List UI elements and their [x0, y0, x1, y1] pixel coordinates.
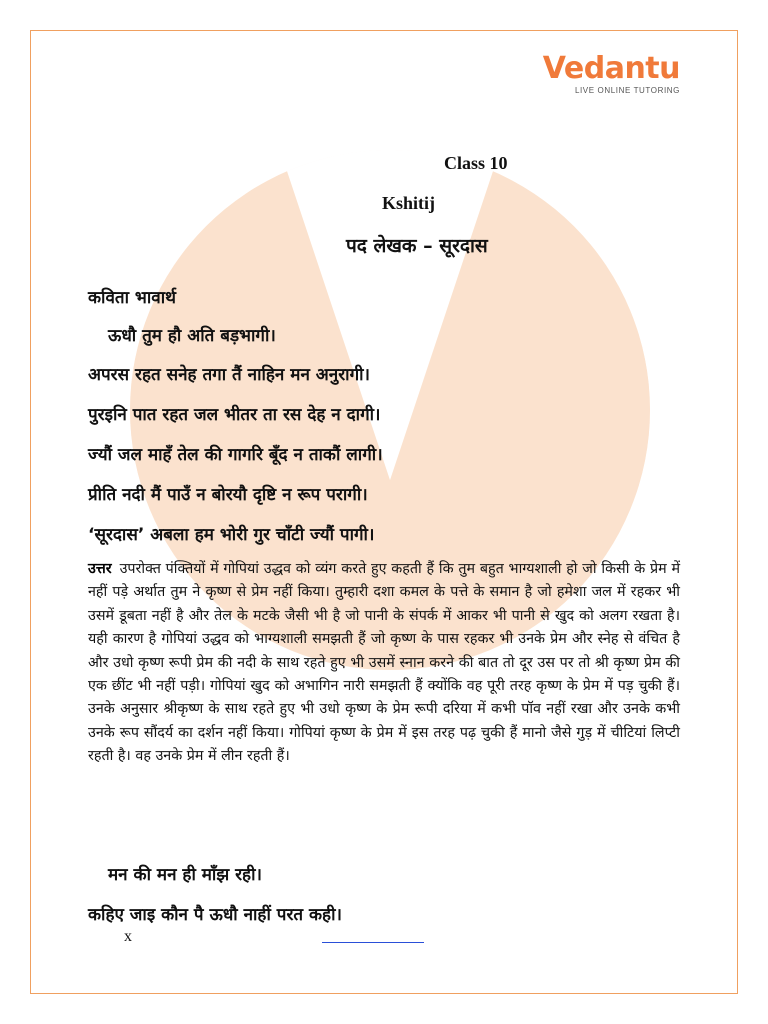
verse-line: मन की मन ही माँझ रही।	[108, 865, 262, 885]
book-name: Kshitij	[382, 193, 436, 213]
vedantu-logo[interactable]	[543, 52, 680, 95]
verse-line: ऊधौ तुम हौ अति बड़भागी।	[108, 326, 276, 346]
verse-line: पुरइनि पात रहत जल भीतर ता रस देह न दागी।	[88, 405, 381, 425]
chapter-title: पद लेखक – सूरदास	[346, 235, 488, 257]
verse-line: अपरस रहत सनेह तगा तैं नाहिन मन अनुरागी।	[88, 365, 370, 385]
answer-label: उत्तर	[88, 561, 112, 577]
class-label: Class 10	[444, 153, 508, 173]
verse-line: कहिए जाइ कौन पै ऊधौ नाहीं परत कही।	[88, 905, 342, 925]
footer-link-underline[interactable]	[322, 942, 424, 943]
logo-wordmark: Vedantu	[542, 51, 680, 86]
section-heading: कविता भावार्थ	[88, 288, 176, 308]
verse-line: ‘सूरदास’ अबला हम भोरी गुर चाँटी ज्यौं पागी।	[88, 525, 375, 545]
verse-line: ज्यौं जल माहँ तेल की गागरि बूँद न ताकौं लागी।	[88, 445, 383, 465]
answer-text: उपरोक्त पंक्तियों में गोपियां उद्धव को व्यंग करते हुए कहती हैं कि तुम बहुत भाग्यशाली हो जो किसी के प्रेम में नहीं पड़े अर्थात तुम ने कृष्ण से प्रेम नहीं किया। तुम्हारी दशा कमल के पत्ते के समान है जो हमेशा जल में रहकर भी उसमें डूबता नहीं है और तेल के मटके जैसी भी है जो पानी के संपर्क में आकर भी पानी से खुद को अलग रखता है। यही कारण है गोपियां उद्धव को भाग्यशाली समझती हैं जो कृष्ण के पास रहकर भी उनके प्रेम और स्नेह से वंचित है और उधो कृष्ण रूपी प्रेम की नदी के साथ रहते हुए भी उसमें स्नान करने की बात तो दूर उस पर तो श्री कृष्ण प्रेम की एक छींट भी नहीं पड़ी। गोपियां खुद को अभागिन नारी समझती हैं क्योंकि वह पूरी तरह कृष्ण के प्रेम में पड़ चुकी हैं। उनके अनुसार श्रीकृष्ण के साथ रहते हुए भी उधो कृष्ण के प्रेम रूपी दरिया में कभी पॉव नहीं रखा और उनके कभी उनके रूप सौंदर्य का दर्शन नहीं किया। गोपियां कृष्ण के प्रेम में इस तरह पढ़ चुकी हैं मानो जैसे गुड़ में चीटियां लिप्टी रहती है। वह उनके प्रेम में लीन रहती हैं।	[88, 561, 680, 765]
verse-line: प्रीति नदी मैं पाउँ न बोरयौ दृष्टि न रूप परागी।	[88, 485, 368, 505]
footer-mark: x	[124, 928, 132, 945]
answer-paragraph	[88, 558, 680, 769]
logo-tagline: LIVE ONLINE TUTORING	[574, 86, 680, 95]
